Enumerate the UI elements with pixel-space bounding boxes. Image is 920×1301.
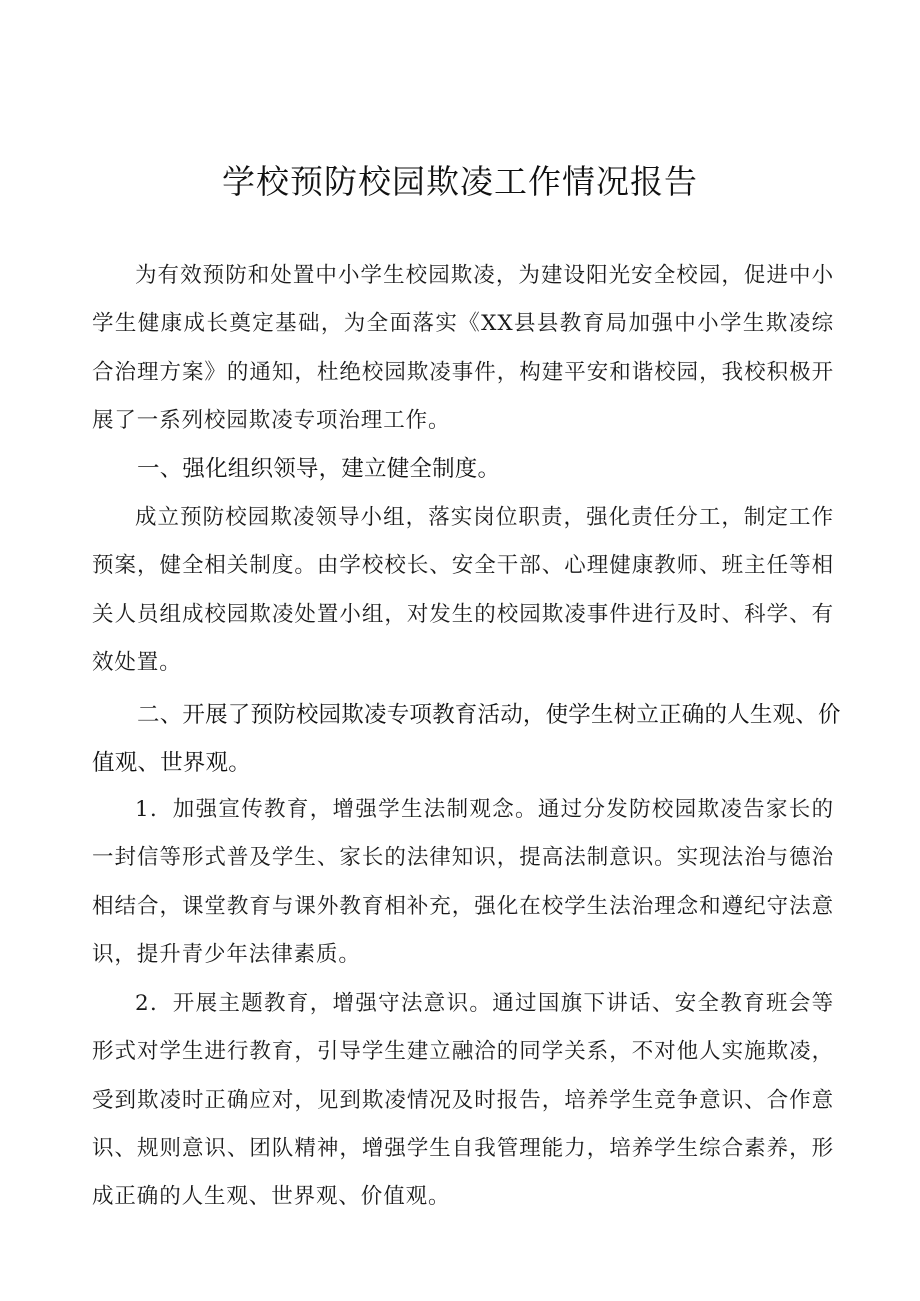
- intro-paragraph: 为有效预防和处置中小学生校园欺凌，为建设阳光安全校园，促进中小学生健康成长奠定基础，为全面落实《XX县县教育局加强中小学生欺凌综合治理方案》的通知，杜绝校园欺凌事件，构建平安和谐校园，我校积极开展了一系列校园欺凌专项治理工作。: [92, 263, 834, 433]
- section-heading-1: 一、强化组织领导，建立健全制度。: [137, 456, 501, 482]
- section-1-paragraph: 成立预防校园欺凌领导小组，落实岗位职责，强化责任分工，制定工作预案，健全相关制度。由学校校长、安全干部、心理健康教师、班主任等相关人员组成校园欺凌处置小组，对发生的校园欺凌事件进行及时、科学、有效处置。: [92, 505, 834, 675]
- section-heading-2: 二、开展了预防校园欺凌专项教育活动，使学生树立正确的人生观、价值观、世界观。: [92, 702, 841, 777]
- document-title: 学校预防校园欺凌工作情况报告: [222, 162, 698, 201]
- section-2-item-1-paragraph: 1．加强宣传教育，增强学生法制观念。通过分发防校园欺凌告家长的一封信等形式普及学生、家长的法律知识，提高法制意识。实现法治与德治相结合，课堂教育与课外教育相补充，强化在校学生法治理念和遵纪守法意识，提升青少年法律素质。: [92, 797, 834, 967]
- section-2-item-2-paragraph: 2．开展主题教育，增强守法意识。通过国旗下讲话、安全教育班会等形式对学生进行教育，引导学生建立融洽的同学关系，不对他人实施欺凌，受到欺凌时正确应对，见到欺凌情况及时报告，培养学生竞争意识、合作意识、规则意识、团队精神，增强学生自我管理能力，培养学生综合素养，形成正确的人生观、世界观、价值观。: [92, 991, 834, 1210]
